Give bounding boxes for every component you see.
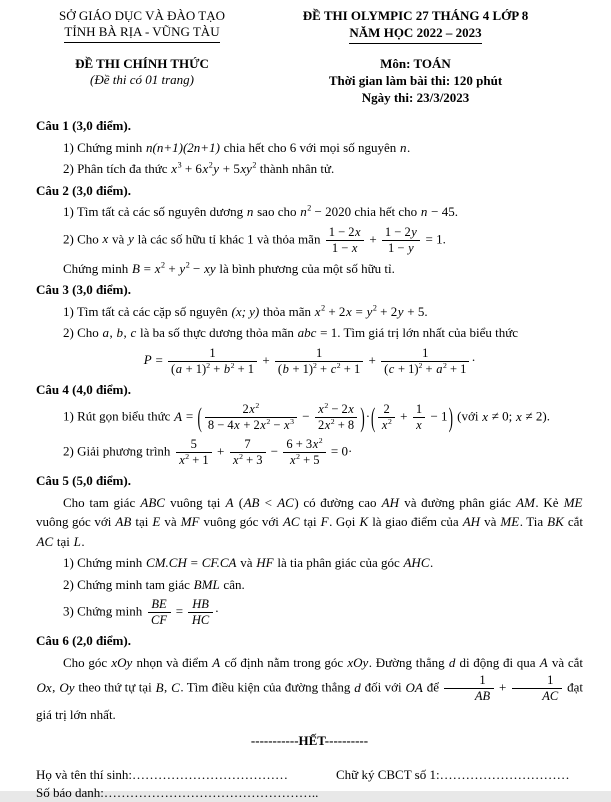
- math-variable: C: [171, 679, 180, 695]
- math-variable: x: [260, 418, 266, 433]
- math-variable: A: [225, 494, 234, 510]
- math-variable: x: [318, 402, 324, 417]
- math-variable: x: [171, 161, 178, 177]
- math-fraction: [413, 402, 426, 433]
- math-variable: c: [388, 361, 395, 376]
- fraction-denominator: $x^2 + 3$: [230, 452, 266, 468]
- math-variable: Oy: [59, 679, 75, 695]
- math-variable: y: [128, 231, 134, 247]
- fraction-denominator: $8 - 4x + 2x^2 - x^3$: [205, 417, 297, 433]
- math-superscript: 2: [321, 303, 326, 313]
- math-variable: a: [436, 361, 443, 376]
- math-superscript: 2: [185, 452, 190, 462]
- math-fraction: [512, 673, 562, 704]
- question-line: 1) Rút gọn biểu thức A = ( $\frac{2x^2}{8 - 4x + 2x^2 - x^3}$ − $\frac{x^2 - 2x}{2x^2 + 8}$ )·( $\frac{2}{x^2}$ + $\frac{1}{x}$ − 1) (với x ≠ 0; x ≠ 2).: [63, 401, 583, 434]
- math-variable: AC: [542, 689, 559, 704]
- math-superscript: 2: [307, 204, 312, 214]
- math-superscript: 2: [313, 360, 317, 370]
- math-superscript: 2: [296, 452, 300, 462]
- fraction-numerator: 1: [209, 345, 216, 360]
- fraction-denominator: $x^2 + 5$: [283, 452, 325, 468]
- math-variable: b: [282, 361, 289, 376]
- math-variable: b: [116, 325, 123, 341]
- duration: Thời gian làm bài thi: 120 phút: [328, 72, 503, 88]
- math-variable: AH: [381, 494, 400, 510]
- proctor-signature-line: Chữ ký CBCT số 1:…………………………: [336, 767, 570, 783]
- math-variable: A: [174, 408, 183, 424]
- math-fraction: [230, 437, 266, 468]
- math-variable: a: [175, 361, 182, 376]
- footer-row: [36, 766, 583, 784]
- math-variable: BK: [547, 514, 564, 530]
- subject: Môn: TOÁN: [380, 55, 451, 71]
- math-variable: n: [420, 204, 428, 220]
- math-variable: xOy: [111, 654, 133, 670]
- math-variable: CF: [151, 613, 168, 628]
- fraction-numerator: 1: [422, 345, 429, 360]
- math-superscript: 2: [336, 360, 341, 370]
- fraction-denominator: [512, 688, 562, 704]
- math-variable: xy: [204, 260, 216, 276]
- math-superscript: 2: [252, 161, 257, 171]
- math-variable: x: [345, 303, 352, 319]
- math-variable: HF: [256, 555, 274, 571]
- page-header: [36, 8, 583, 106]
- question-heading: Câu 5 (5,0 điểm).: [36, 473, 131, 489]
- fraction-numerator: [148, 597, 171, 612]
- math-variable: AC: [277, 494, 294, 510]
- math-variable: y: [397, 303, 404, 319]
- math-variable: AHC: [403, 555, 430, 571]
- question-heading: Câu 1 (3,0 điểm).: [36, 118, 131, 134]
- math-fraction: [188, 597, 212, 628]
- fraction-denominator: 1 − y: [382, 240, 420, 256]
- exam-title: ĐỀ THI OLYMPIC 27 THÁNG 4 LỚP 8: [302, 8, 529, 23]
- math-variable: y: [408, 240, 414, 255]
- fraction-denominator: $x^2 + 1$: [176, 452, 212, 468]
- question-line: Cho góc xOy nhọn và điểm A cố định nằm trong góc xOy. Đường thẳng d di động đi qua A và cắt Ox, Oy theo thứ tự tại B, C. Tìm điều kiện của đường thẳng d đối với OA để $\frac{1}{AB}$ + $\frac{1}{AC}$ đạt giá trị lớn nhất.: [36, 654, 584, 723]
- math-superscript: 2: [185, 260, 190, 270]
- province-name: TỈNH BÀ RỊA - VŨNG TÀU: [36, 24, 248, 42]
- math-variable: y: [366, 303, 373, 319]
- math-variable: AH: [462, 514, 481, 530]
- math-variable: x: [312, 437, 319, 452]
- math-variable: ME: [563, 494, 583, 510]
- candidate-name-line: Họ và tên thí sinh:………………………………: [36, 767, 289, 783]
- end-marker: -----------HẾT----------: [250, 732, 369, 748]
- math-fraction: [444, 673, 493, 704]
- question-heading: Câu 3 (3,0 điểm).: [36, 282, 131, 298]
- math-superscript: 2: [387, 417, 392, 427]
- math-variable: HB: [192, 597, 209, 612]
- math-variable: (x; y): [231, 303, 260, 319]
- fraction-numerator: 2: [383, 402, 390, 417]
- math-variable: A: [539, 654, 548, 670]
- math-superscript: 3: [177, 161, 182, 171]
- math-variable: x: [234, 418, 240, 433]
- math-superscript: 2: [418, 360, 423, 370]
- math-variable: y: [213, 161, 220, 177]
- fraction-denominator: 1 − x: [326, 240, 364, 256]
- question-heading: Câu 6 (2,0 điểm).: [36, 633, 131, 649]
- math-variable: OA: [405, 679, 423, 695]
- math-variable: x: [381, 418, 388, 433]
- page-footer: [36, 766, 583, 801]
- math-variable: AC: [36, 533, 54, 549]
- math-variable: x: [249, 402, 255, 417]
- exam-meta: [248, 56, 583, 107]
- math-fraction: [176, 437, 212, 468]
- math-variable: a: [102, 325, 109, 341]
- question-line: 3) Chứng minh $\frac{BE}{CF}$ = $\frac{HB}{HC}$ ·: [63, 597, 220, 628]
- exam-type: ĐỀ THI CHÍNH THỨC: [75, 55, 209, 71]
- math-superscript: 2: [442, 360, 447, 370]
- math-superscript: 2: [255, 401, 260, 411]
- math-variable: x: [351, 240, 358, 255]
- math-variable: b: [223, 361, 231, 376]
- fraction-denominator: [378, 417, 394, 433]
- math-variable: c: [130, 325, 137, 341]
- fraction-numerator: 1: [315, 345, 323, 360]
- math-variable: x: [416, 418, 422, 433]
- math-variable: x: [233, 453, 239, 468]
- math-variable: AB: [115, 514, 132, 530]
- school-year: NĂM HỌC 2022 – 2023: [248, 25, 583, 44]
- math-superscript: 2: [318, 436, 323, 446]
- math-fraction: [283, 437, 325, 468]
- math-fraction: [168, 346, 257, 377]
- math-superscript: 2: [239, 452, 243, 462]
- math-variable: x: [102, 231, 109, 247]
- math-variable: BE: [151, 597, 167, 612]
- question-line: P = $\frac{1}{(a + 1)^2 + b^2 + 1}$ + $\frac{1}{(b + 1)^2 + c^2 + 1}$ + $\frac{1}{(c + 1)^2 + a^2 + 1}$ ·: [143, 345, 476, 376]
- math-fraction: [275, 346, 363, 377]
- question-line: 1) Tìm tất cả các cặp số nguyên (x; y) thỏa mãn $x^2 + 2x = y^2 + 2y + 5$.: [63, 303, 428, 319]
- math-variable: xy: [240, 161, 252, 177]
- math-variable: n: [246, 204, 254, 220]
- fraction-denominator: [413, 417, 426, 433]
- math-variable: y: [411, 224, 417, 239]
- math-fraction: [315, 402, 358, 433]
- math-variable: E: [152, 514, 161, 530]
- question-heading: Câu 4 (4,0 điểm).: [36, 381, 131, 397]
- math-variable: AB: [474, 689, 491, 704]
- math-fraction: [205, 402, 297, 433]
- fraction-numerator: $6 + 3x^2$: [286, 436, 323, 452]
- math-variable: AC: [282, 514, 300, 530]
- fraction-numerator: 1 − 2y: [384, 224, 417, 239]
- fraction-numerator: $2x^2$: [242, 401, 260, 417]
- question-line: 1) Chứng minh n(n+1)(2n+1) chia hết cho 6 với mọi số nguyên n.: [63, 139, 411, 155]
- math-variable: x: [179, 453, 185, 468]
- fraction-denominator: [188, 612, 212, 628]
- question-line: 2) Cho x và y là các số hữu tỉ khác 1 và thỏa mãn $\frac{1 - 2x}{1 - x}$ + $\frac{1 - 2y}{1 - y}$ = 1.: [63, 224, 446, 255]
- fraction-numerator: $x^2 - 2x$: [318, 401, 354, 417]
- math-variable: CM.CH: [146, 555, 187, 571]
- math-variable: Ox: [36, 679, 52, 695]
- math-superscript: 2: [372, 303, 377, 313]
- math-variable: MF: [180, 514, 200, 530]
- math-variable: x: [355, 224, 361, 239]
- math-variable: BML: [193, 576, 220, 592]
- question-line: 1) Chứng minh CM.CH = CF.CA và HF là tia phân giác của góc AHC.: [63, 555, 434, 571]
- math-variable: AM: [516, 494, 535, 510]
- math-variable: ABC: [140, 494, 165, 510]
- math-variable: x: [348, 402, 354, 417]
- math-variable: x: [314, 303, 321, 319]
- math-variable: n(n+1)(2n+1): [146, 139, 220, 155]
- exam-date: Ngày thi: 23/3/2023: [361, 89, 470, 105]
- fraction-numerator: 1: [415, 402, 423, 417]
- question-line: 1) Tìm tất cả các số nguyên dương n sao cho $n^2 - 2020$ chia hết cho n − 45.: [63, 204, 458, 220]
- fraction-numerator: 7: [244, 437, 251, 452]
- math-variable: x: [324, 418, 331, 433]
- math-superscript: 2: [324, 401, 329, 411]
- math-variable: x: [516, 408, 522, 424]
- big-left-paren: (: [197, 401, 202, 434]
- math-variable: CF.CA: [201, 555, 237, 571]
- fraction-numerator: 1: [479, 673, 486, 688]
- header-right: [248, 8, 583, 106]
- fraction-numerator: 5: [190, 437, 197, 452]
- math-variable: B: [131, 260, 140, 276]
- question-line: 2) Cho a, b, c là ba số thực dương thỏa mãn abc = 1. Tìm giá trị lớn nhất của biểu thức: [63, 325, 519, 341]
- math-fraction: [382, 225, 420, 256]
- fraction-denominator: [444, 688, 493, 704]
- math-variable: xOy: [347, 654, 369, 670]
- exam-note: (Đề thi có 01 trang): [90, 71, 194, 87]
- math-superscript: 2: [330, 417, 335, 427]
- math-variable: x: [290, 453, 296, 468]
- math-variable: AB: [243, 494, 260, 510]
- math-fraction: [148, 597, 171, 628]
- math-variable: A: [212, 654, 221, 670]
- math-variable: x: [482, 408, 489, 424]
- math-superscript: 2: [266, 417, 271, 427]
- fraction-denominator: $(b + 1)^2 + c^2 + 1$: [275, 361, 363, 377]
- big-right-paren: ): [360, 401, 365, 434]
- math-variable: x: [284, 418, 290, 433]
- big-right-paren: ): [448, 401, 453, 434]
- math-variable: n: [300, 204, 307, 220]
- big-left-paren: (: [371, 401, 376, 434]
- math-variable: d: [354, 679, 361, 695]
- questions-body: [36, 116, 583, 725]
- question-heading: Câu 2 (3,0 điểm).: [36, 182, 131, 198]
- department-name: SỞ GIÁO DỤC VÀ ĐÀO TẠO: [59, 8, 225, 23]
- math-fraction: [381, 346, 469, 377]
- math-variable: L: [73, 533, 81, 549]
- candidate-id-line: Số báo danh:…………………………………………..: [36, 785, 319, 800]
- math-variable: x: [202, 161, 209, 177]
- math-variable: d: [448, 654, 456, 670]
- fraction-numerator: 1: [547, 673, 554, 688]
- math-variable: K: [359, 514, 369, 530]
- question-line: 2) Giải phương trình $\frac{5}{x^2 + 1}$ + $\frac{7}{x^2 + 3}$ − $\frac{6 + 3x^2}{x^2 + 5}$ = 0·: [63, 436, 353, 468]
- question-line: 2) Chứng minh tam giác BML cân.: [63, 576, 245, 592]
- math-variable: F: [320, 514, 329, 530]
- math-variable: ME: [500, 514, 520, 530]
- math-variable: P: [143, 352, 152, 368]
- fraction-denominator: [148, 612, 171, 628]
- math-superscript: 2: [206, 360, 211, 370]
- question-line: Cho tam giác ABC vuông tại A (AB < AC) có đường cao AH và đường phân giác AM. Kẻ ME vuông góc với AB tại E và MF vuông góc với AC tại F. Gọi K là giao điểm của AH và ME. Tia BK cắt AC tại L.: [36, 494, 583, 549]
- header-left: [36, 8, 248, 106]
- math-variable: n: [400, 139, 407, 155]
- math-variable: abc: [297, 325, 317, 341]
- fraction-numerator: [188, 597, 212, 612]
- math-variable: HC: [191, 613, 210, 628]
- fraction-denominator: $(c + 1)^2 + a^2 + 1$: [381, 361, 469, 377]
- math-variable: x: [154, 260, 161, 276]
- fraction-numerator: 1 − 2x: [328, 224, 361, 239]
- fraction-denominator: $2x^2 + 8$: [315, 417, 358, 433]
- math-fraction: [378, 402, 394, 433]
- math-variable: y: [179, 260, 186, 276]
- math-variable: c: [330, 361, 337, 376]
- question-line: 2) Phân tích đa thức $x^3 + 6x^2y + 5xy^2$ thành nhân tử.: [63, 161, 335, 177]
- math-superscript: 2: [230, 360, 235, 370]
- fraction-denominator: $(a + 1)^2 + b^2 + 1$: [168, 361, 257, 377]
- math-superscript: 3: [290, 417, 294, 427]
- math-variable: B: [155, 679, 164, 695]
- math-superscript: 2: [208, 161, 213, 171]
- math-fraction: [326, 225, 364, 256]
- math-superscript: 2: [161, 260, 166, 270]
- question-line: Chứng minh $B = x^2 + y^2$ − xy là bình phương của một số hữu tỉ.: [63, 260, 395, 276]
